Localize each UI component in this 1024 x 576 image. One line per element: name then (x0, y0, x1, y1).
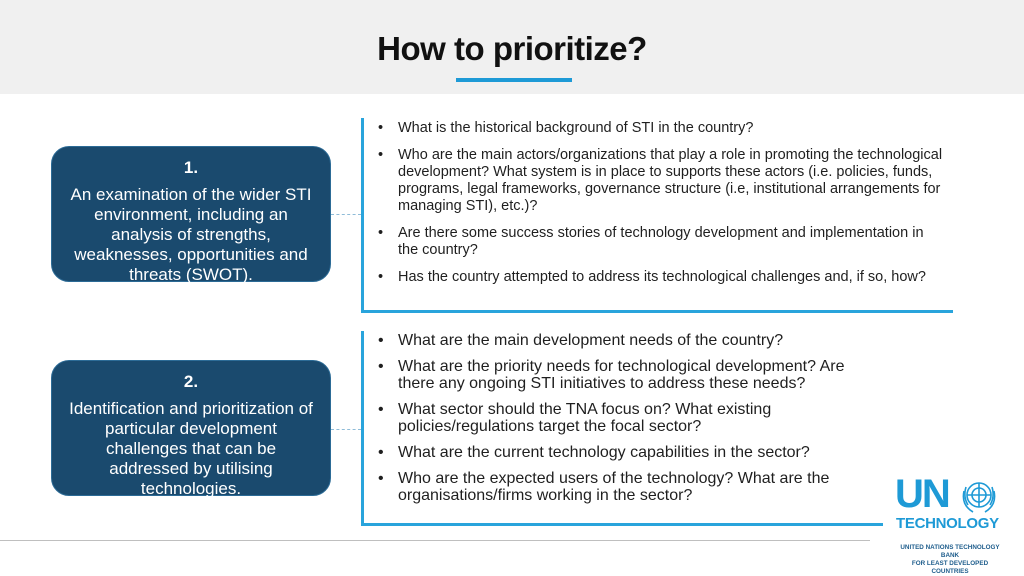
questions-panel-1 (361, 118, 953, 313)
un-technology-logo (895, 472, 1007, 575)
question-item: • What sector should the TNA focus on? What existing policies/regulations target the focal sector? (364, 401, 883, 435)
question-item: • Are there some success stories of technology development and implementation in the country? (364, 225, 953, 259)
step-number: 1. (183, 158, 199, 177)
question-item: • Who are the expected users of the technology? What are the organisations/firms working in the sector? (364, 470, 883, 504)
connector-line (331, 214, 361, 215)
question-item: • Who are the main actors/organizations that play a role in promoting the technological development? What system is in place to supports these actors (i.e. policies, funds, programs, legal frameworks, governance structure (i.e, institutional arrangements for managing STI), etc.)? (364, 147, 953, 215)
step-number: 2. (183, 372, 199, 391)
step-description: Identification and prioritization of particular development challenges that can be addressed by utilising technologies. (69, 399, 313, 498)
questions-panel-2 (361, 331, 883, 526)
step-card-2 (51, 360, 331, 496)
title-underline (456, 78, 572, 82)
question-item: • Has the country attempted to address its technological challenges and, if so, how? (364, 269, 953, 286)
logo-un-text: UN (895, 472, 949, 516)
connector-line (331, 429, 361, 430)
question-item: • What are the current technology capabilities in the sector? (364, 444, 883, 461)
page-title: How to prioritize? (377, 30, 647, 67)
question-item: • What are the main development needs of the country? (364, 332, 883, 349)
step-card-1 (51, 146, 331, 282)
step-description: An examination of the wider STI environment, including an analysis of strengths, weaknesses, opportunities and threats (SWOT). (70, 185, 312, 284)
question-item: • What are the priority needs for technological development? Are there any ongoing STI initiatives to address these needs? (364, 358, 883, 392)
logo-subtitle: UNITED NATIONS TECHNOLOGY BANK FOR LEAST DEVELOPED COUNTRIES (900, 544, 1000, 575)
un-emblem-icon (959, 477, 999, 517)
footer-divider (0, 540, 870, 541)
logo-technology-text: TECHNOLOGY (896, 515, 999, 532)
question-item: • What is the historical background of STI in the country? (364, 120, 953, 137)
